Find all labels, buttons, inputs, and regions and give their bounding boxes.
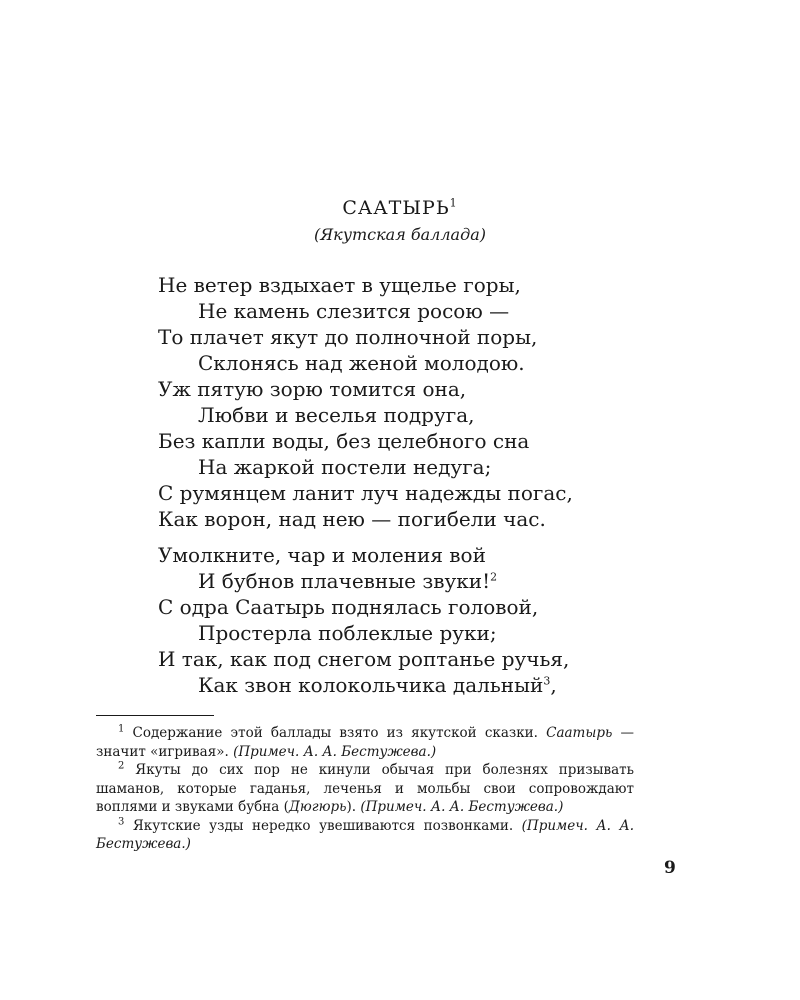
verse-line [158,620,678,646]
footnote-text: Дюгюрь [288,799,347,815]
footnote-text: Якуты до сих пор не кинули обычая при болезнях призывать шаманов, которые гаданья, леченья и мольбы свои сопровождают воплями и звуками бубна ( [96,762,634,815]
verse-text: Любви и веселья подруга, [198,403,475,427]
footnote-ref-1: 1 [449,196,458,210]
footnote-text: Якутские узды нередко увешиваются позвонками. [132,817,522,834]
verse-text: Как звон колокольчика дальный [198,673,544,697]
verse-trailing-punct: , [550,673,557,697]
page-number: 9 [664,858,676,878]
verse-text: На жаркой постели недуга; [198,455,492,479]
verse-text: Простерла поблеклые руки; [198,621,497,645]
title-block [0,196,800,246]
footnote-3 [96,817,634,854]
verse-line [158,376,678,402]
footnote-text: Саатырь [546,725,613,741]
footnote-mark: 2 [118,760,125,772]
footnote-text: (Примеч. А. А. Бестужева.) [96,817,634,852]
footnote-mark: 1 [118,723,125,735]
verse-text: Без капли воды, без целебного сна [158,429,530,453]
verse-line [158,272,678,298]
verse-line [158,568,678,594]
footnote-2 [96,761,634,817]
verse-line [158,480,678,506]
footnote-ref-3: 3 [543,674,551,688]
verse-line [158,646,678,672]
footnote-text: ). [346,799,361,815]
verse-text: С одра Саатырь поднялась головой, [158,595,539,619]
verse-text: С румянцем ланит луч надежды погас, [158,481,573,505]
verse-line [158,428,678,454]
verse-line [158,454,678,480]
poem-body [158,272,678,698]
verse-line [158,506,678,532]
verse-text: И бубнов плачевные звуки! [198,569,491,593]
footnote-text: — значит «игривая». [96,725,634,760]
verse-line [158,298,678,324]
poem-subtitle: (Якутская баллада) [313,225,487,244]
verse-line [158,672,678,698]
stanza [158,542,678,698]
verse-text: Не камень слезится росою — [198,299,510,323]
stanza [158,272,678,532]
verse-line [158,542,678,568]
footnote-ref-2: 2 [490,570,498,584]
verse-line [158,402,678,428]
verse-text: Как ворон, над нею — погибели час. [158,507,546,531]
verse-line [158,594,678,620]
verse-text: Склонясь над женой молодою. [198,351,525,375]
poem-title-text: СААТЫРЬ [342,197,450,219]
verse-line [158,324,678,350]
poem-title [0,196,800,220]
verse-text: Умолкните, чар и моления вой [158,543,486,567]
footnote-rule [96,715,214,716]
footnote-text: Содержание этой баллады взято из якутской сказки. [132,725,547,741]
footnote-text: (Примеч. А. А. Бестужева.) [360,799,564,815]
footnote-mark: 3 [118,816,125,827]
verse-text: И так, как под снегом роптанье ручья, [158,647,570,671]
footnotes [96,724,634,854]
verse-text: То плачет якут до полночной поры, [158,325,538,349]
verse-text: Не ветер вздыхает в ущелье горы, [158,273,521,297]
verse-text: Уж пятую зорю томится она, [158,377,467,401]
footnote-text: (Примеч. А. А. Бестужева.) [233,743,437,760]
footnote-1 [96,724,634,761]
verse-line [158,350,678,376]
